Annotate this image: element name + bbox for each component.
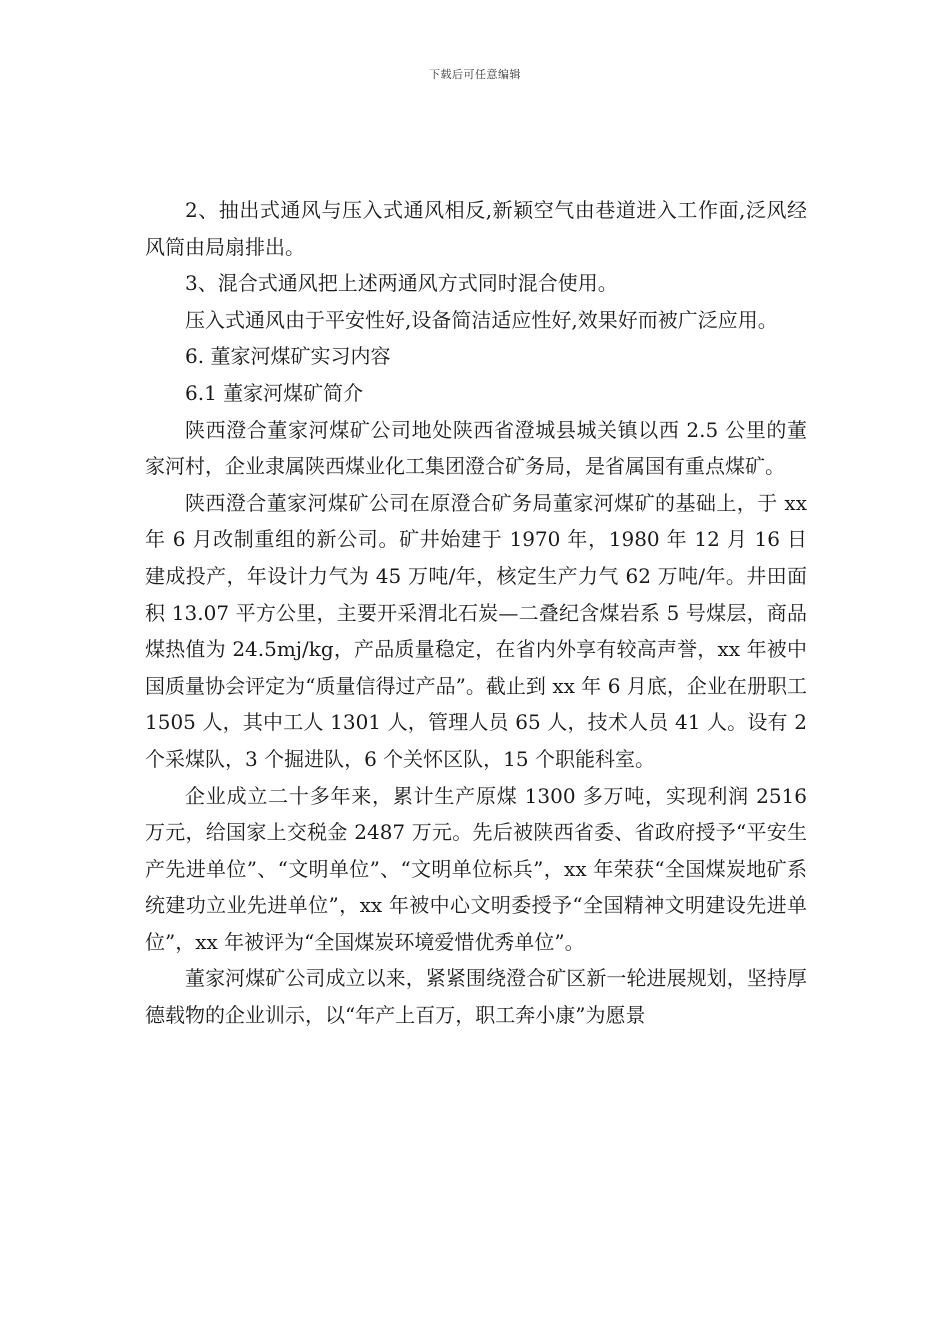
document-body (145, 192, 807, 1034)
paragraph-ventilation-pressure: 压入式通风由于平安性好,设备简洁适应性好,效果好而被广泛应用。 (185, 307, 778, 332)
paragraph-ventilation-extraction: 2、抽出式通风与压入式通风相反,新颖空气由巷道进入工作面,泛风经风筒由局扇排出。 (145, 198, 807, 259)
paragraph-company-history: 陕西澄合董家河煤矿公司在原澄合矿务局董家河煤矿的基础上，于 xx 年 6 月改制重组的新公司。矿井始建于 1970 年，1980 年 12 月 16 日建成投产，年设计力气为 45 万吨/年，核定生产力气 62 万吨/年。井田面积 13.07 平方公里，主要开采渭北石炭—二叠纪含煤岩系 5 号煤层，商品煤热值为 24.5mj/kg，产品质量稳定，在省内外享有较高声誉，xx 年被中国质量协会评定为“质量信得过产品”。截止到 xx 年 6 月底，企业在册职工 1505 人，其中工人 1301 人，管理人员 65 人，技术人员 41 人。设有 2 个采煤队，3 个掘进队，6 个关怀区队，15 个职能科室。 (145, 490, 807, 771)
paragraph-ventilation-mixed: 3、混合式通风把上述两通风方式同时混合使用。 (185, 271, 618, 296)
page-header: 下载后可任意编辑 (429, 68, 521, 81)
subsection-heading-introduction: 6.1 董家河煤矿简介 (185, 380, 364, 405)
paragraph-company-location: 陕西澄合董家河煤矿公司地处陕西省澄城县城关镇以西 2.5 公里的董家河村，企业隶属陕西煤业化工集团澄合矿务局，是省属国有重点煤矿。 (145, 417, 807, 479)
section-heading-internship: 6. 董家河煤矿实习内容 (185, 344, 391, 369)
paragraph-company-achievements: 企业成立二十多年来，累计生产原煤 1300 多万吨，实现利润 2516 万元，给国家上交税金 2487 万元。先后被陕西省委、省政府授予“平安生产先进单位”、“文明单位”、“文明单位标兵”，xx 年荣获“全国煤炭地矿系统建功立业先进单位”，xx 年被中心文明委授予“全国精神文明建设先进单位”，xx 年被评为“全国煤炭环境爱惜优秀单位”。 (145, 783, 807, 954)
paragraph-company-development: 董家河煤矿公司成立以来，紧紧围绕澄合矿区新一轮进展规划，坚持厚德载物的企业训示，以“年产上百万，职工奔小康”为愿景 (145, 966, 807, 1028)
